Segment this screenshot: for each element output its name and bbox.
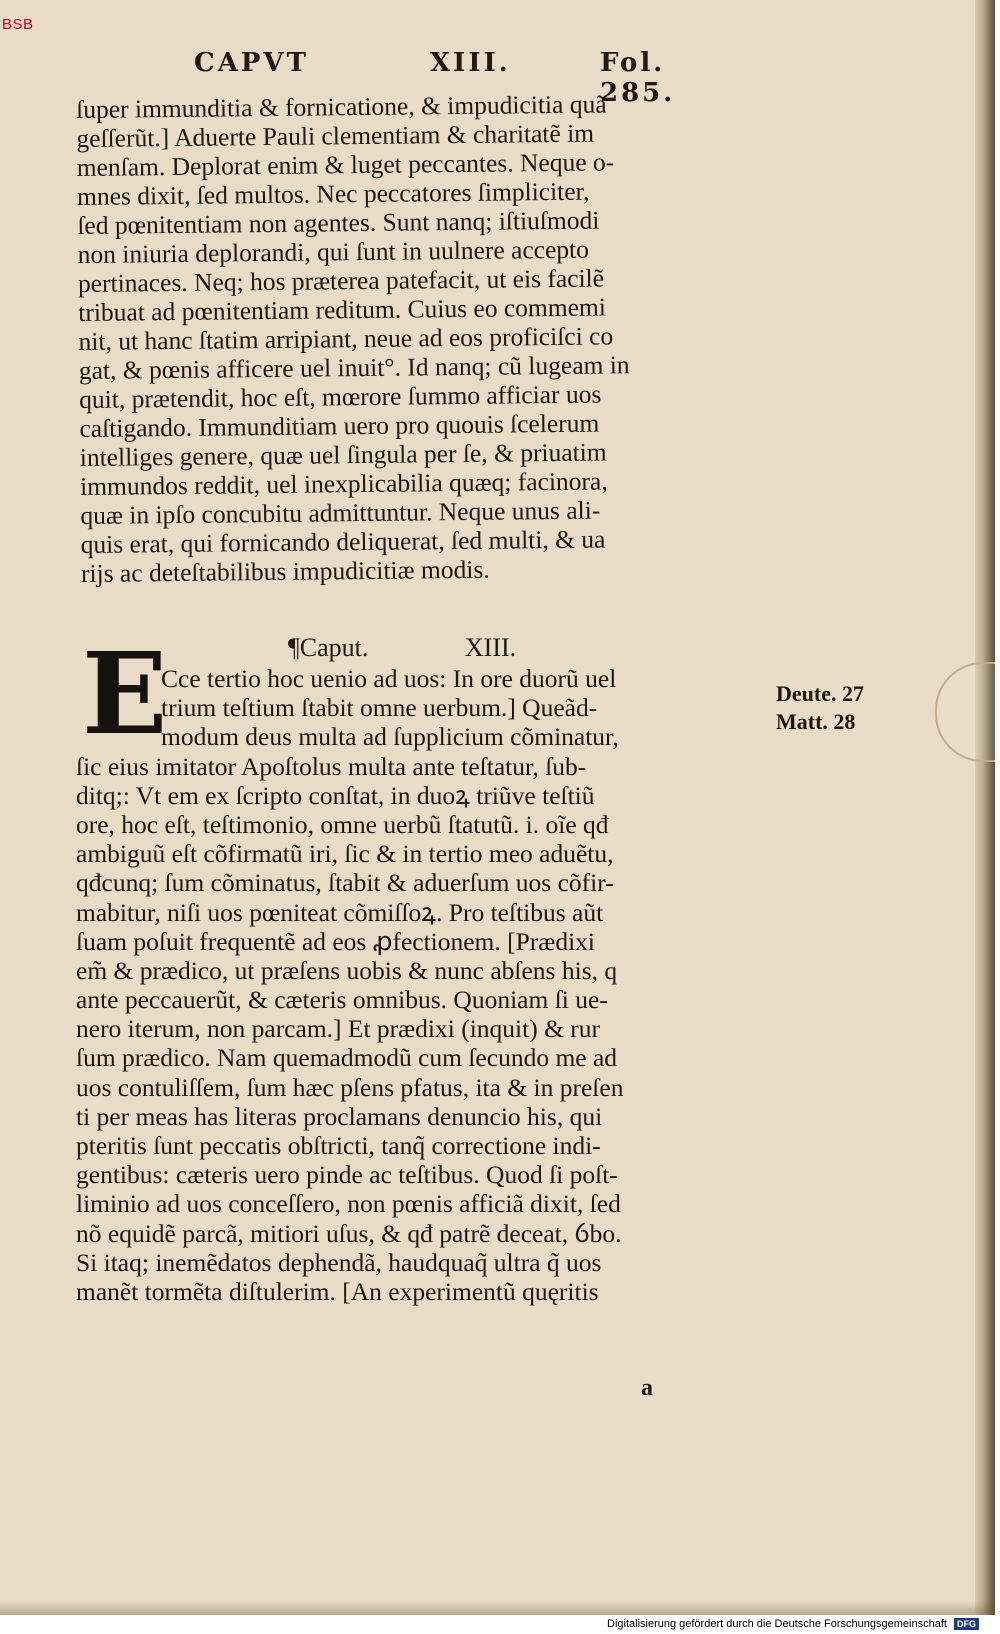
page-shadow [0,1601,995,1615]
running-head-caput: CAPVT [194,48,309,78]
text-line: modum deus multa ad ſupplicium cõminatur, [161,722,619,752]
body-text-bottom [76,664,766,1306]
folio-number: Fol. 285. [600,48,676,108]
text-line: nero iterum, non parcam.] Et prædixi (inquit) & rur [76,1014,601,1044]
chapter-heading-label: ¶Caput. [288,633,369,662]
text-line: em̃ & prædico, ut præſens uobis & nunc abſens his, q [76,955,618,985]
page-fold-tab [935,662,995,762]
text-line: pertinaces. Neq; hos præterea patefacit, ut eis facilẽ [77,263,605,298]
text-line: caſtigando. Immunditiam uero pro quouis ſcelerum [79,408,600,443]
text-line: intelliges genere, quæ uel ſingula per ſe, & priuatim [79,437,607,472]
text-line: uos contuliſſem, ſum hæc pſens pfatus, ita & in preſen [76,1072,624,1102]
dfg-logo: DFG [954,1618,979,1630]
text-line: non iniuria deplorandi, qui ſunt in uulnere accepto [77,234,590,269]
marginal-note [776,680,864,736]
chapter-heading-number: XIII. [464,633,517,662]
text-line: quit, prætendit, hoc eſt, mœrore ſummo afficiar uos [79,379,602,414]
text-line: ſum prædico. Nam quemadmodũ cum ſecundo me ad [76,1043,618,1073]
footer-credit [607,1618,979,1632]
text-line: trium teſtium ſtabit omne uerbum.] Queãd- [161,693,598,723]
text-line: mabitur, niſi uos pœniteat cõmiſſoꝝ. Pro teſtibus aũt [76,897,604,927]
text-line: Si itaq; inemẽdatos dephendã, haudquaq̃ ultra q̃ uos [76,1247,602,1277]
running-head-chapter-number: XIII. [430,48,511,78]
marginal-note-line: Matt. 28 [776,709,856,734]
text-line: geſſerũt.] Aduerte Pauli clementiam & charitatẽ im [76,118,595,153]
marginal-note-line: Deute. 27 [776,681,864,706]
footer-credit-text: Digitalisierung gefördert durch die Deutsche Forschungsgemeinschaft [607,1618,947,1630]
text-line: quæ in ipſo concubitu admittuntur. Neque unus ali- [80,495,601,530]
text-line: ſed pœnitentiam non agentes. Sunt nanq; iſtiuſmodi [77,205,600,240]
text-line: ditq;: Vt em ex ſcripto conſtat, in duoꝝ triũve teſtiũ [76,780,595,810]
chapter-heading [288,633,516,663]
text-line: gat, & pœnis afficere uel inuit°. Id nanq; cũ lugeam in [78,350,630,385]
body-text-top [76,88,771,588]
running-head [180,48,750,108]
text-line: rijs ac deteſtabilibus impudicitiæ modis. [80,554,490,588]
text-line: nõ equidẽ parcã, mitiori uſus, & qđ patrẽ deceat, ỽbo. [76,1218,622,1248]
drop-cap: E [82,629,168,760]
text-line: ambiguũ eſt cõfirmatũ iri, ſic & in tertio meo aduẽtu, [76,839,614,869]
text-line: quis erat, qui fornicando deliquerat, ſed multi, & ua [80,524,606,559]
text-line: ante peccauerũt, & cæteris omnibus. Quoniam ſi ue- [76,985,608,1015]
text-line: ſuam poſuit frequentẽ ad eos ꝓfectionem. [Prædixi [76,926,595,956]
library-stamp: BSB [2,16,34,33]
text-line: liminio ad uos conceſſero, non pœnis afficiã dixit, ſed [76,1189,621,1219]
text-line: nit, ut hanc ſtatim arripiant, neue ad eos proficiſci co [78,321,614,356]
text-line: gentibus: cæteris uero pinde ac teſtibus. Quod ſi poſt- [76,1160,618,1190]
page-edge [975,0,995,1615]
text-line: ti per meas has literas proclamans denuncio his, qui [76,1101,603,1131]
text-line: manẽt tormẽta diſtulerim. [An experimentũ quęritis [76,1276,599,1306]
text-line: qđcunq; ſum cõminatus, ſtabit & aduerſum uos cõfir- [76,868,614,898]
text-line: immundos reddit, uel inexplicabilia quæq; facinora, [79,466,608,501]
text-line: Cce tertio hoc uenio ad uos: In ore duorũ uel [161,664,617,693]
text-line: tribuat ad pœnitentiam reditum. Cuius eo commemi [78,292,607,327]
text-line: ore, hoc eſt, teſtimonio, omne uerbũ ſtatutũ. i. oĩe qđ [76,809,609,839]
text-line: pteritis ſunt peccatis obſtricti, tanq̃ correctione indi- [76,1131,601,1160]
text-line: ſuper immunditia & fornicatione, & impudicitia quã [76,89,607,124]
catchword: a [641,1375,653,1401]
text-line: menſam. Deplorat enim & luget peccantes. Neque o- [76,147,615,182]
text-line: mnes dixit, ſed multos. Nec peccatores ſimpliciter, [76,176,590,211]
text-line: ſic eius imitator Apoſtolus multa ante teſtatur, ſub- [76,751,587,781]
